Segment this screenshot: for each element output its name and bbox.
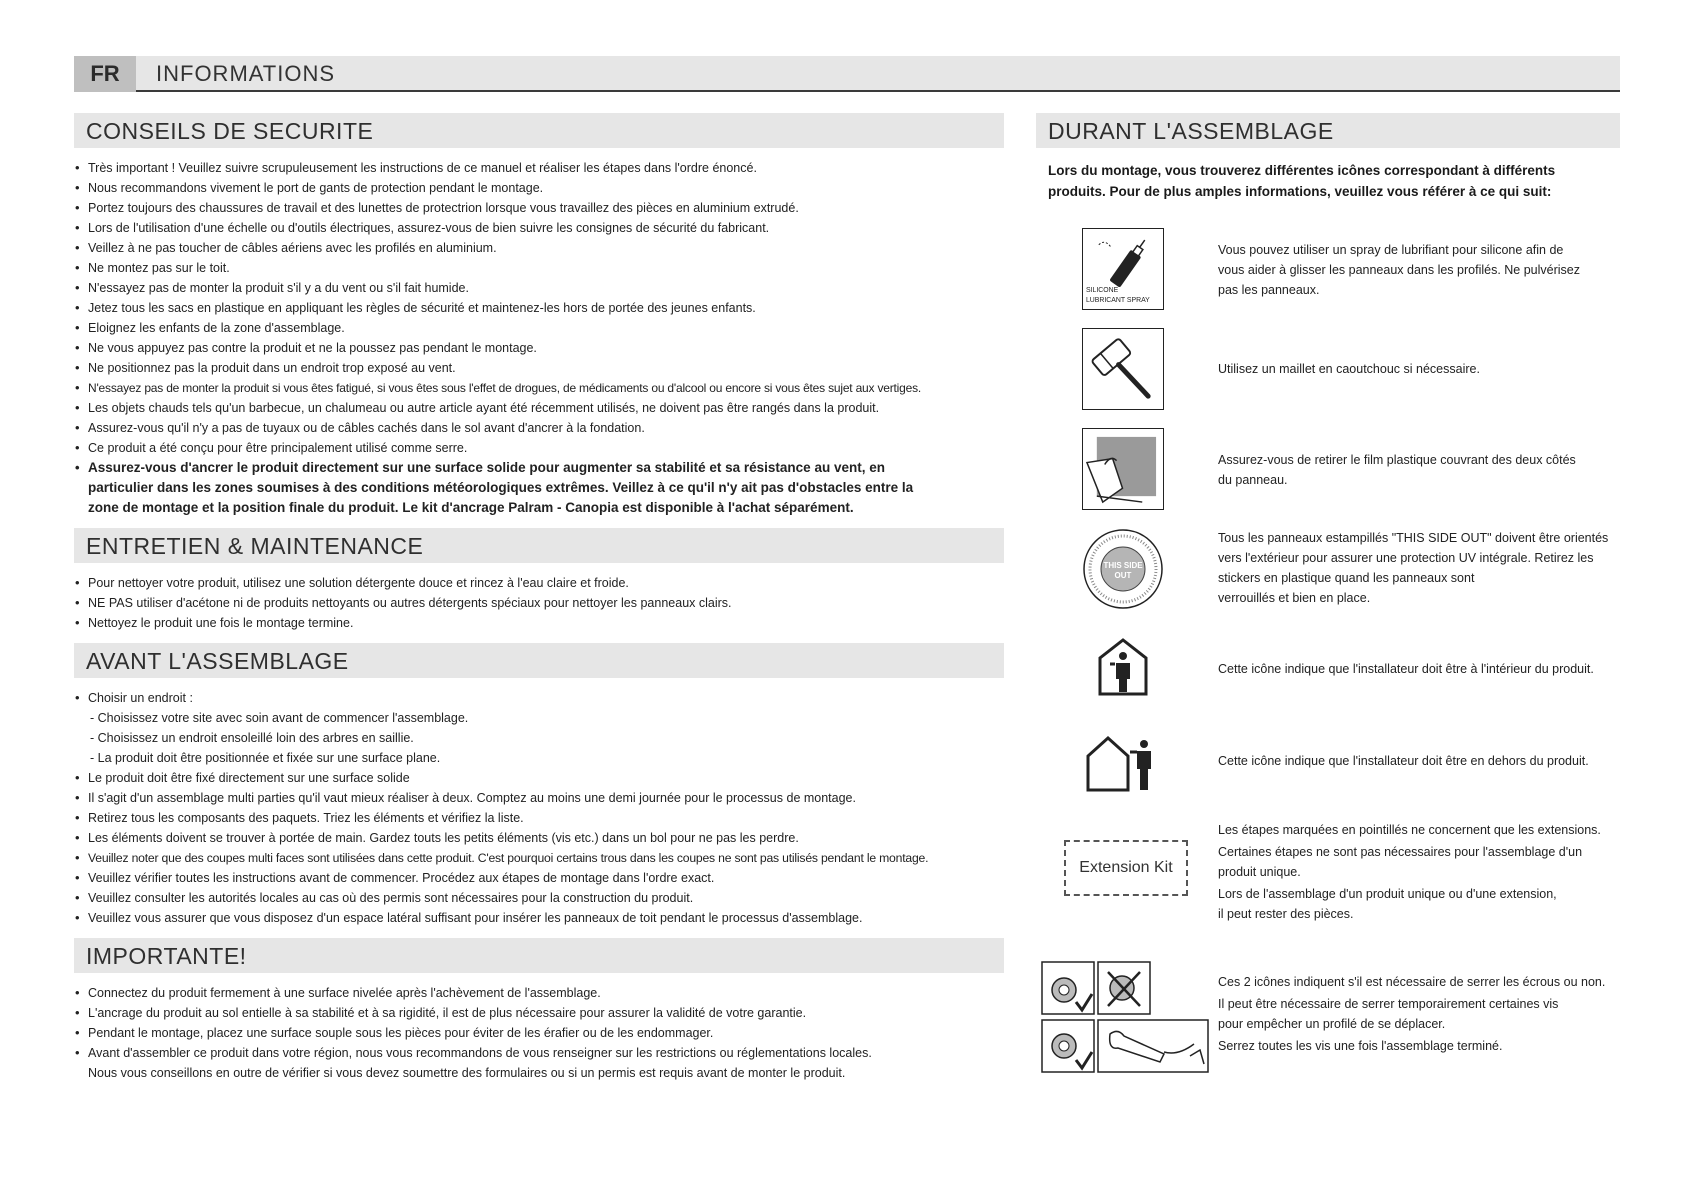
list-item: • Le produit doit être fixé directement sur une surface solide bbox=[74, 768, 1004, 788]
right-column bbox=[1036, 113, 1620, 1070]
text-line: Vous pouvez utiliser un spray de lubrifiant pour silicone afin de bbox=[1218, 243, 1564, 257]
text-line: Assurez-vous de retirer le film plastique couvrant des deux côtés bbox=[1218, 453, 1576, 467]
safety-heading: CONSEILS DE SECURITE bbox=[74, 113, 1004, 148]
left-column bbox=[74, 113, 1004, 1093]
mallet-icon bbox=[1082, 328, 1164, 410]
list-item: • N'essayez pas de monter la produit s'il y a du vent ou s'il fait humide. bbox=[74, 278, 1004, 298]
list-item: • Ne positionnez pas la produit dans un endroit trop exposé au vent. bbox=[74, 358, 1004, 378]
icon-row-outside bbox=[1036, 724, 1620, 820]
text-line: Cette icône indique que l'installateur doit être en dehors du produit. bbox=[1218, 754, 1589, 768]
sub-list-item: - Choisissez votre site avec soin avant de commencer l'assemblage. bbox=[90, 711, 469, 725]
page-header bbox=[74, 56, 1620, 92]
list-item: • Veuillez consulter les autorités locales au cas où des permis sont nécessaires pour la construction du produit. bbox=[74, 888, 1004, 908]
before-assembly-section bbox=[74, 643, 1004, 928]
language-badge: FR bbox=[74, 56, 136, 92]
text-line: Serrez toutes les vis une fois l'assemblage terminé. bbox=[1218, 1039, 1503, 1053]
icon-description bbox=[1218, 450, 1618, 490]
extension-kit-label: Extension Kit bbox=[1079, 859, 1173, 876]
text-line: Ces 2 icônes indiquent s'il est nécessaire de serrer les écrous ou non. bbox=[1218, 975, 1606, 989]
out-label: OUT bbox=[1114, 571, 1132, 580]
text-line: pas les panneaux. bbox=[1218, 283, 1320, 297]
safety-list bbox=[74, 158, 1004, 518]
sub-list-item: - Choisissez un endroit ensoleillé loin des arbres en saillie. bbox=[90, 731, 414, 745]
important-section bbox=[74, 938, 1004, 1083]
installer-outside-icon bbox=[1082, 724, 1164, 806]
list-item: • Nous recommandons vivement le port de gants de protection pendant le montage. bbox=[74, 178, 1004, 198]
list-item: • Il s'agit d'un assemblage multi parties qu'il vaut mieux réaliser à deux. Comptez au moins une demi journée pour le processus de montage. bbox=[74, 788, 1004, 808]
list-item: • Ce produit a été conçu pour être principalement utilisé comme serre. bbox=[74, 438, 1004, 458]
list-item: • Avant d'assembler ce produit dans votre région, nous vous recommandons de vous renseigner sur les restrictions ou réglementations locales. bbox=[74, 1043, 1004, 1063]
icon-row-this-side-out bbox=[1036, 528, 1620, 628]
icon-row-extension-kit bbox=[1036, 820, 1620, 950]
text-line: Tous les panneaux estampillés "THIS SIDE OUT" doivent être orientés bbox=[1218, 531, 1609, 545]
list-item: • Très important ! Veuillez suivre scrupuleusement les instructions de ce manuel et réaliser les étapes dans l'ordre énoncé. bbox=[74, 158, 1004, 178]
this-side-label: THIS SIDE bbox=[1103, 561, 1143, 570]
list-item: • Portez toujours des chaussures de travail et des lunettes de protectrion lorsque vous travaillez des pièces en aluminium extrudé. bbox=[74, 198, 1004, 218]
icon-description bbox=[1218, 820, 1618, 924]
list-item: • Nettoyez le produit une fois le montage termine. bbox=[74, 613, 1004, 633]
list-item: • Connectez du produit fermement à une surface nivelée après l'achèvement de l'assemblage. bbox=[74, 983, 1004, 1003]
text-line: Les étapes marquées en pointillés ne concernent que les extensions. bbox=[1218, 823, 1601, 837]
list-item: • Veuillez noter que des coupes multi faces sont utilisées dans cette produit. C'est pourquoi certains trous dans les coupes ne sont pas utilisés pendant le montage. bbox=[74, 848, 1004, 868]
list-item: • Pendant le montage, placez une surface souple sous les pièces pour éviter de les érafier ou de les endommager. bbox=[74, 1023, 1004, 1043]
text-line: pour empêcher un profilé de se déplacer. bbox=[1218, 1017, 1446, 1031]
list-item: • NE PAS utiliser d'acétone ni de produits nettoyants ou autres détergents spéciaux pour nettoyer les panneaux clairs. bbox=[74, 593, 1004, 613]
maintenance-section bbox=[74, 528, 1004, 633]
list-item: • Retirez tous les composants des paquets. Triez les éléments et vérifiez la liste. bbox=[74, 808, 1004, 828]
text-line: verrouillés et bien en place. bbox=[1218, 591, 1371, 605]
text-line: vers l'extérieur pour assurer une protection UV intégrale. Retirez les bbox=[1218, 551, 1594, 565]
important-list bbox=[74, 983, 1004, 1083]
icon-description bbox=[1218, 528, 1618, 608]
list-item: • L'ancrage du produit au sol entielle à sa stabilité et à sa rigidité, il est de plus nécessaire pour assurer la validité de votre garantie. bbox=[74, 1003, 1004, 1023]
text-line: Il peut être nécessaire de serrer temporairement certaines vis bbox=[1218, 997, 1559, 1011]
during-assembly-intro: Lors du montage, vous trouverez différentes icônes correspondant à différents produits. Pour de plus amples informations, veuillez vous référer à ce qui suit: bbox=[1048, 163, 1556, 199]
maintenance-list bbox=[74, 573, 1004, 633]
list-item: • Assurez-vous qu'il n'y a pas de tuyaux ou de câbles cachés dans le sol avant d'ancrer à la fondation. bbox=[74, 418, 1004, 438]
text-line: Utilisez un maillet en caoutchouc si nécessaire. bbox=[1218, 362, 1480, 376]
icon-row-silicone bbox=[1036, 228, 1620, 328]
list-item: • Jetez tous les sacs en plastique en appliquant les règles de sécurité et maintenez-les hors de portée des jeunes enfants. bbox=[74, 298, 1004, 318]
during-assembly-heading: DURANT L'ASSEMBLAGE bbox=[1036, 113, 1620, 148]
icon-row-inside bbox=[1036, 628, 1620, 724]
list-item: • Veuillez vous assurer que vous disposez d'un espace latéral suffisant pour insérer les panneaux de toit pendant le processus d'assemblage. bbox=[74, 908, 1004, 928]
list-item-continuation: Nous vous conseillons en outre de vérifier si vous devez soumettre des formulaires ou si un permis est requis avant de monter le produit. bbox=[88, 1066, 846, 1080]
silicone-spray-icon bbox=[1082, 228, 1164, 310]
text-line: Certaines étapes ne sont pas nécessaires pour l'assemblage d'un bbox=[1218, 845, 1583, 859]
text-line: vous aider à glisser les panneaux dans les profilés. Ne pulvérisez bbox=[1218, 263, 1580, 277]
list-item: • Eloignez les enfants de la zone d'assemblage. bbox=[74, 318, 1004, 338]
icon-description bbox=[1218, 359, 1618, 379]
peel-film-icon bbox=[1082, 428, 1164, 510]
installer-inside-icon bbox=[1082, 628, 1164, 710]
list-item: • Ne montez pas sur le toit. bbox=[74, 258, 1004, 278]
before-assembly-heading: AVANT L'ASSEMBLAGE bbox=[74, 643, 1004, 678]
list-item: • N'essayez pas de monter la produit si vous êtes fatigué, si vous êtes sous l'effet de drogues, de médicaments ou d'alcool ou encore si vous êtes sujet aux vertiges. bbox=[74, 378, 1004, 398]
list-item: • Ne vous appuyez pas contre la produit et ne la poussez pas pendant le montage. bbox=[74, 338, 1004, 358]
sub-list-item: - La produit doit être positionnée et fixée sur une surface plane. bbox=[90, 751, 441, 765]
important-heading: IMPORTANTE! bbox=[74, 938, 1004, 973]
before-assembly-list bbox=[74, 688, 1004, 928]
silicone-label-line2: LUBRICANT SPRAY bbox=[1085, 297, 1150, 305]
icon-description bbox=[1218, 751, 1618, 771]
icon-row-peel-film bbox=[1036, 428, 1620, 528]
text-line: produit unique. bbox=[1218, 865, 1301, 879]
list-item: • Veillez à ne pas toucher de câbles aériens avec les profilés en aluminium. bbox=[74, 238, 1004, 258]
list-item: • Les objets chauds tels qu'un barbecue, un chalumeau ou autre article ayant été récemment utilisés, ne doivent pas être rangés dans la produit. bbox=[74, 398, 1004, 418]
icon-row-tighten bbox=[1036, 950, 1620, 1070]
extension-kit-icon bbox=[1064, 840, 1188, 896]
safety-section bbox=[74, 113, 1004, 518]
icon-description bbox=[1218, 659, 1618, 679]
text-line: du panneau. bbox=[1218, 473, 1288, 487]
text-line: Lors de l'assemblage d'un produit unique ou d'une extension, bbox=[1218, 887, 1557, 901]
list-item: • Pour nettoyer votre produit, utilisez une solution détergente douce et rincez à l'eau claire et froide. bbox=[74, 573, 1004, 593]
maintenance-heading: ENTRETIEN & MAINTENANCE bbox=[74, 528, 1004, 563]
anchoring-warning: • Assurez-vous d'ancrer le produit directement sur une surface solide pour augmenter sa stabilité et sa résistance au vent, en particulier dans les zones soumises à des conditions météorologiques extrêmes. Veillez à ce qu'il n'y ait pas d'obstacles entre la zone de montage et la position finale du produit. Le kit d'ancrage Palram - Canopia est disponible à l'achat séparément. bbox=[74, 458, 934, 518]
list-item: • Les éléments doivent se trouver à portée de main. Gardez touts les petits éléments (vis etc.) dans un bol pour ne pas les perdre. bbox=[74, 828, 1004, 848]
page-title: INFORMATIONS bbox=[156, 61, 336, 86]
silicone-label-line1: SILICONE bbox=[1085, 287, 1119, 295]
text-line: Cette icône indique que l'installateur doit être à l'intérieur du produit. bbox=[1218, 662, 1594, 676]
text-line: stickers en plastique quand les panneaux sont bbox=[1218, 571, 1475, 585]
icon-description bbox=[1218, 972, 1618, 1056]
text-line: il peut rester des pièces. bbox=[1218, 907, 1354, 921]
icon-description bbox=[1218, 240, 1618, 300]
tighten-nuts-icon bbox=[1040, 960, 1210, 1076]
list-item: • Veuillez vérifier toutes les instructions avant de commencer. Procédez aux étapes de montage dans l'ordre exact. bbox=[74, 868, 1004, 888]
this-side-out-icon bbox=[1082, 528, 1164, 610]
list-item: • Lors de l'utilisation d'une échelle ou d'outils électriques, assurez-vous de bien suivre les consignes de sécurité du fabricant. bbox=[74, 218, 1004, 238]
list-item: • Choisir un endroit : bbox=[74, 688, 1004, 708]
icon-row-mallet bbox=[1036, 328, 1620, 428]
